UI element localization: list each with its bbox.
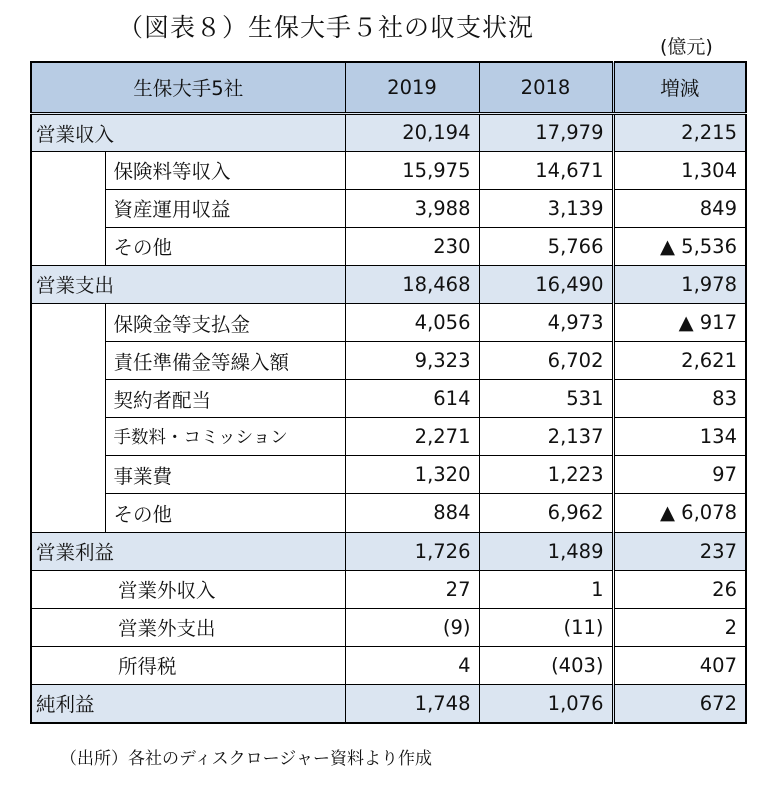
- cell-v2018: 17,979: [479, 113, 613, 151]
- cell-diff: 83: [613, 380, 746, 418]
- cell-diff: 26: [613, 570, 746, 608]
- table-row: [31, 570, 746, 608]
- cell-v2019: 18,468: [345, 265, 479, 303]
- table-row: [31, 151, 746, 189]
- row-indent: [31, 342, 105, 380]
- cell-v2019: 1,748: [345, 684, 479, 722]
- cell-v2018: 4,973: [479, 303, 613, 341]
- row-indent: [31, 380, 105, 418]
- table-row: [31, 418, 746, 456]
- row-label: 営業収入: [31, 113, 345, 151]
- table-header-row: [31, 62, 746, 113]
- row-indent: [31, 494, 105, 532]
- cell-diff: 97: [613, 456, 746, 494]
- income-table: [30, 61, 747, 724]
- cell-v2018: 531: [479, 380, 613, 418]
- table-row: [31, 189, 746, 227]
- header-2018: 2018: [479, 62, 613, 113]
- cell-v2019: 614: [345, 380, 479, 418]
- row-indent: [31, 456, 105, 494]
- cell-diff: 1,304: [613, 151, 746, 189]
- row-label: 営業外支出: [31, 608, 345, 646]
- cell-v2019: 2,271: [345, 418, 479, 456]
- cell-v2018: 6,962: [479, 494, 613, 532]
- cell-v2019: 4: [345, 646, 479, 684]
- cell-v2019: 20,194: [345, 113, 479, 151]
- cell-v2019: 4,056: [345, 303, 479, 341]
- cell-diff: ▲ 6,078: [613, 494, 746, 532]
- cell-v2018: (403): [479, 646, 613, 684]
- row-label: 保険料等収入: [105, 151, 345, 189]
- table-row: [31, 532, 746, 570]
- row-label: 保険金等支払金: [105, 303, 345, 341]
- cell-v2019: 9,323: [345, 342, 479, 380]
- cell-v2018: 6,702: [479, 342, 613, 380]
- header-change: 増減: [613, 62, 746, 113]
- header-2019: 2019: [345, 62, 479, 113]
- cell-v2018: 2,137: [479, 418, 613, 456]
- cell-diff: 134: [613, 418, 746, 456]
- table-row: [31, 342, 746, 380]
- cell-v2019: 15,975: [345, 151, 479, 189]
- cell-diff: 407: [613, 646, 746, 684]
- row-label: 契約者配当: [105, 380, 345, 418]
- table-row: [31, 380, 746, 418]
- cell-v2018: 16,490: [479, 265, 613, 303]
- cell-diff: 849: [613, 189, 746, 227]
- table-row: [31, 646, 746, 684]
- source-note: （出所）各社のディスクロージャー資料より作成: [60, 749, 432, 769]
- cell-v2019: 27: [345, 570, 479, 608]
- cell-v2018: 14,671: [479, 151, 613, 189]
- row-label: 事業費: [105, 456, 345, 494]
- table-row: [31, 494, 746, 532]
- table-row: [31, 265, 746, 303]
- table-row: [31, 113, 746, 151]
- cell-v2018: (11): [479, 608, 613, 646]
- cell-diff: 2,215: [613, 113, 746, 151]
- row-label: その他: [105, 227, 345, 265]
- table-row: [31, 456, 746, 494]
- row-label: 所得税: [31, 646, 345, 684]
- row-label: 責任準備金等繰入額: [105, 342, 345, 380]
- row-indent: [31, 303, 105, 341]
- cell-v2019: 1,320: [345, 456, 479, 494]
- header-company: 生保大手5社: [31, 62, 345, 113]
- cell-diff: 2,621: [613, 342, 746, 380]
- row-label: 手数料・コミッション: [105, 418, 345, 456]
- cell-v2019: 884: [345, 494, 479, 532]
- row-indent: [31, 189, 105, 227]
- row-label: 営業支出: [31, 265, 345, 303]
- cell-diff: 1,978: [613, 265, 746, 303]
- cell-diff: 672: [613, 684, 746, 722]
- figure-title: （図表８）生保大手５社の収支状況: [118, 13, 535, 42]
- cell-v2018: 5,766: [479, 227, 613, 265]
- table-row: [31, 227, 746, 265]
- cell-v2018: 3,139: [479, 189, 613, 227]
- cell-v2019: 230: [345, 227, 479, 265]
- cell-diff: ▲ 917: [613, 303, 746, 341]
- row-indent: [31, 151, 105, 189]
- row-label: 営業外収入: [31, 570, 345, 608]
- cell-v2019: (9): [345, 608, 479, 646]
- table-row: [31, 303, 746, 341]
- cell-diff: ▲ 5,536: [613, 227, 746, 265]
- cell-v2018: 1,076: [479, 684, 613, 722]
- cell-v2018: 1: [479, 570, 613, 608]
- cell-v2019: 3,988: [345, 189, 479, 227]
- cell-v2018: 1,489: [479, 532, 613, 570]
- cell-v2018: 1,223: [479, 456, 613, 494]
- cell-v2019: 1,726: [345, 532, 479, 570]
- unit-label: (億元): [660, 36, 713, 58]
- row-label: 資産運用収益: [105, 189, 345, 227]
- cell-diff: 237: [613, 532, 746, 570]
- row-indent: [31, 418, 105, 456]
- row-label: 営業利益: [31, 532, 345, 570]
- table-body: [31, 113, 746, 723]
- row-label: その他: [105, 494, 345, 532]
- table-row: [31, 684, 746, 722]
- row-indent: [31, 227, 105, 265]
- table-row: [31, 608, 746, 646]
- row-label: 純利益: [31, 684, 345, 722]
- cell-diff: 2: [613, 608, 746, 646]
